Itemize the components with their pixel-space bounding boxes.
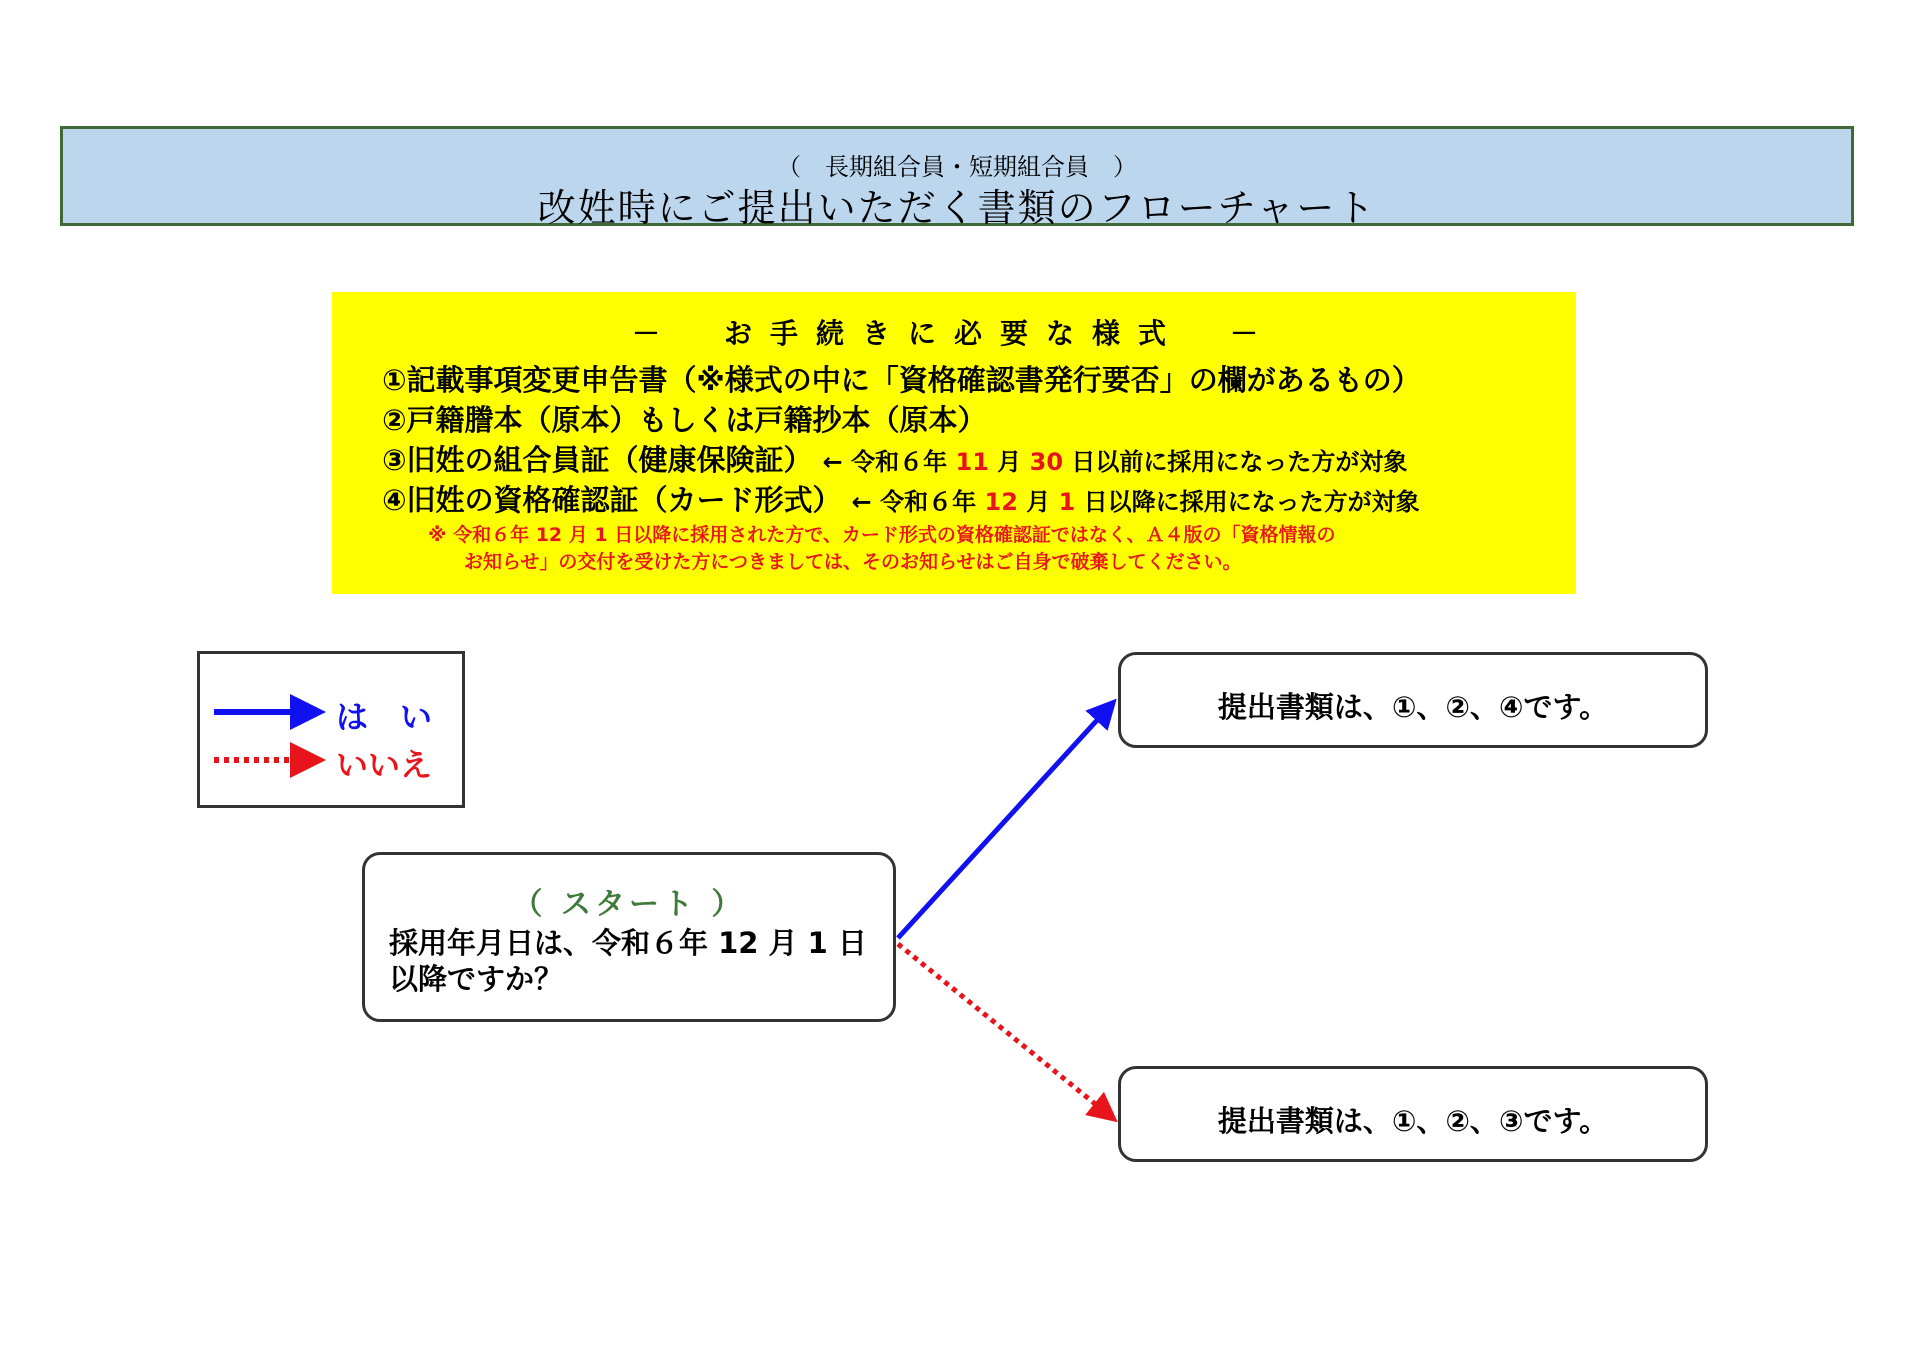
form-item-4-text: ④旧姓の資格確認証（カード形式） — [382, 483, 842, 517]
no-result-text: 提出書類は、①、②、③です。 — [1217, 1104, 1609, 1138]
banner-subtitle: （ 長期組合員・短期組合員 ） — [777, 153, 1137, 181]
start-label: （ スタート ） — [512, 887, 746, 922]
yes-arrow — [898, 706, 1110, 938]
start-question: 採用年月日は、令和６年 12 月 1 日以降ですか？ — [389, 926, 867, 996]
no-result-node — [1118, 1066, 1708, 1162]
yes-result-node — [1118, 652, 1708, 748]
form-item-2: ②戸籍謄本（原本）もしくは戸籍抄本（原本） — [382, 403, 987, 437]
start-node — [362, 852, 896, 1022]
note-prefix: ← 令和６年 — [851, 488, 985, 516]
form-item-3-text: ③旧姓の組合員証（健康保険証） — [382, 443, 813, 477]
note-month: 12 — [984, 488, 1018, 516]
note-month-unit: 月 — [1017, 488, 1059, 516]
form-item-1: ①記載事項変更申告書（※様式の中に「資格確認書発行要否」の欄があるもの） — [382, 363, 1421, 397]
required-forms-heading: － お手続きに必要な様式 － — [631, 317, 1276, 350]
warning-line-1: ※ 令和６年 12 月 1 日以降に採用された方で、カード形式の資格確認証ではなく、Ａ４版の「資格情報の — [428, 524, 1336, 546]
no-arrow — [898, 944, 1110, 1116]
legend-yes-label: は い — [336, 698, 433, 736]
warning-line-2: お知らせ」の交付を受けた方につきましては、そのお知らせはご自身で破棄してください。 — [464, 551, 1242, 573]
note-prefix: ← 令和６年 — [822, 448, 956, 476]
note-month: 11 — [955, 448, 989, 476]
note-month-unit: 月 — [988, 448, 1030, 476]
legend-no-label: いいえ — [336, 746, 433, 784]
note-suffix: 日以降に採用になった方が対象 — [1075, 488, 1420, 516]
note-day: 1 — [1058, 488, 1076, 516]
yes-result-text: 提出書類は、①、②、④です。 — [1217, 690, 1609, 724]
note-suffix: 日以前に採用になった方が対象 — [1063, 448, 1408, 476]
banner-title: 改姓時にご提出いただく書類のフローチャート — [537, 186, 1377, 230]
note-day: 30 — [1029, 448, 1064, 476]
